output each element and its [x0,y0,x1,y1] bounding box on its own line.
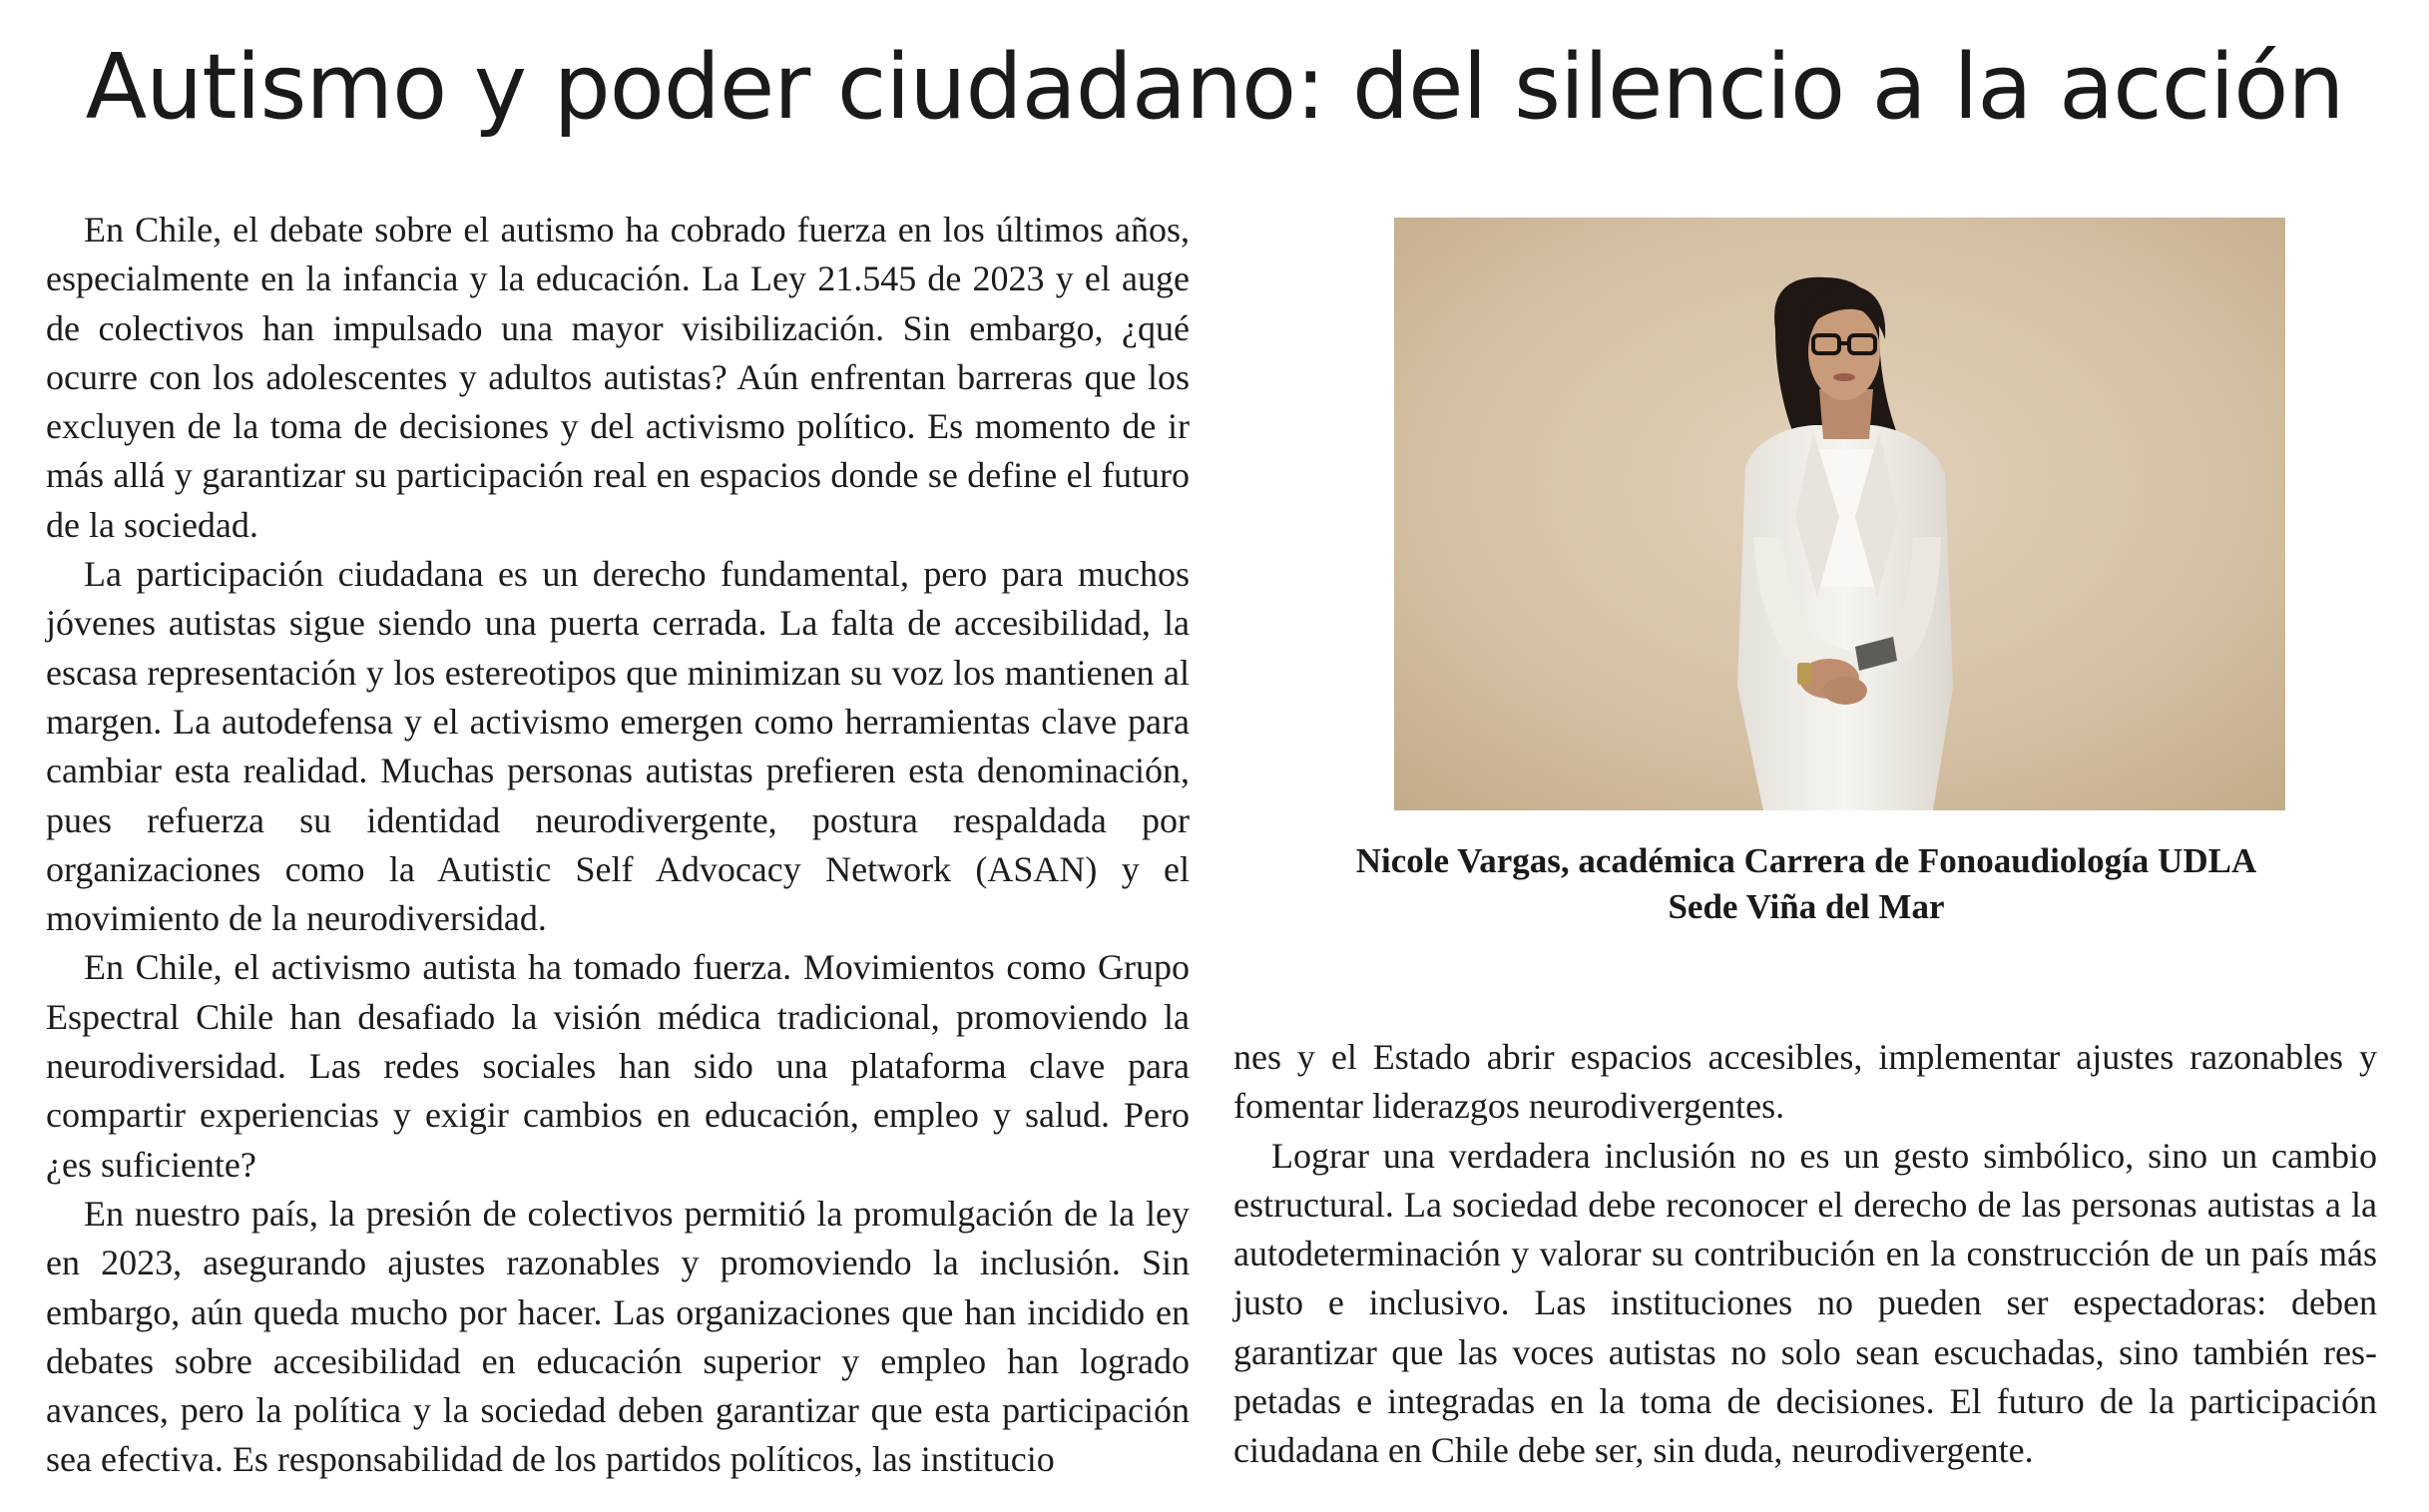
article-title: Autismo y poder ciudadano: del silencio a la acción [85,35,2344,140]
paragraph-3: En Chile, el activismo autista ha tomado fuerza. Movimientos como Grupo Espectral Chile han desafiado la visión médica tradicional, promoviendo la neurodiversidad. Las redes sociales han sido una plataforma clave para compartir experiencias y exigir cambios en educación, empleo y salud. Pero ¿es suficiente? [46,947,1190,1185]
photo-caption [1237,838,2375,930]
caption-line-1: Nicole Vargas, académica Carrera de Fonoaudiología UDLA [1355,841,2257,880]
paragraph-2: La participación ciudadana es un derecho fundamental, pero para muchos jóvenes autistas sigue siendo una puerta cerrada. La falta de accesibilidad, la escasa representación y los estereotipos que minimizan su voz los mantienen al margen. La autodefensa y el activismo emergen como herramientas clave para cambiar esta realidad. Muchas personas autistas prefieren esta denominación, pues refuerza su identidad neurodivergente, postura respaldada por organizaciones como la Autistic Self Advocacy Network (ASAN) y el movimiento de la neurodiversidad. [46,554,1190,939]
article-right-column [1233,1033,2377,1476]
paragraph-5: Lograr una verdadera inclusión no es un gesto simbólico, sino un cambio estructural. La sociedad debe reconocer el derecho de las personas autistas a la autodeterminación y valorar su contribución en la construcción de un país más justo e inclusivo. Las instituciones no pueden ser espectadoras: deben garantizar que las voces autistas no solo sean escuchadas, sino también respetadas e integradas en la toma de decisiones. El futuro de la participación ciudadana en Chile debe ser, sin duda, neurodivergente. [1233,1135,2377,1471]
paragraph-4-continued: nes y el Estado abrir espacios accesibles, implementar ajustes razonables y fomentar liderazgos neurodivergentes. [1233,1037,2377,1127]
paragraph-1: En Chile, el debate sobre el autismo ha cobrado fuerza en los últimos años, especialmente en la infancia y la educación. La Ley 21.545 de 2023 y el auge de colectivos han impulsado una mayor visibilización. Sin embargo, ¿qué ocurre con los adolescentes y adultos autistas? Aún enfrentan barreras que los excluyen de la toma de decisiones y del activismo político. Es momento de ir más allá y garantizar su participación real en espacios donde se define el futuro de la sociedad. [46,210,1190,545]
portrait-photo [1394,218,2285,810]
caption-line-2: Sede Viña del Mar [1668,887,1945,926]
article-left-column [46,206,1190,1485]
paragraph-4: En nuestro país, la presión de colectivos permitió la promulgación de la ley en 2023, asegurando ajustes razonables y promoviendo la inclusión. Sin embargo, aún queda mucho por hacer. Las organizaciones que han incidido en debates sobre accesibilidad en educación superior y empleo han logrado avances, pero la política y la sociedad deben garantizar que esta participación sea efectiva. Es responsabilidad de los partidos políticos, las institucio [46,1193,1190,1480]
